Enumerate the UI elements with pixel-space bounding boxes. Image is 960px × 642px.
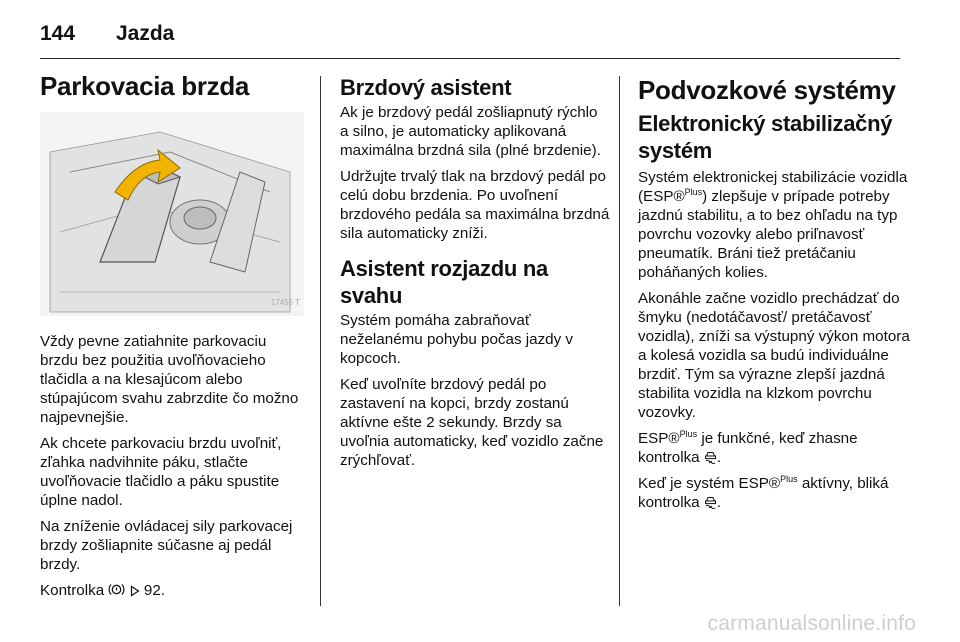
parking-brake-drawing: [40, 112, 304, 316]
paragraph: Na zníženie ovládacej sily parkovacej brzdy zošliapnite súčasne aj pedál brzdy.: [40, 518, 293, 573]
section-heading-hill-start-assist: Asistent rozjazdu na svahu: [340, 256, 548, 308]
paragraph: Keď uvoľníte brzdový pedál po zastavení na kopci, brzdy zostanú aktívne ešte 2 sekundy. Brzdy sa uvoľnia automaticky, keď vozidlo začne zrýchľovať.: [340, 376, 604, 469]
paragraph: Vždy pevne zatiahnite parkovaciu brzdu bez použitia uvoľňovacieho tlačidla a na klesajúcom alebo stúpajúcom svahu zabrzdite čo možno najpevnejšie.: [40, 333, 299, 426]
page-reference-triangle-icon: [130, 585, 140, 597]
superscript-plus: Plus: [780, 473, 798, 484]
text-fragment: Keď je systém ESP®: [638, 475, 781, 492]
paragraph: Systém pomáha zabraňovať neželanému pohybu počas jazdy v kopcoch.: [340, 312, 574, 367]
parking-brake-illustration: [40, 112, 304, 316]
page-header: [40, 16, 920, 48]
text-fragment: je funkčné, keď zhasne kontrolka: [638, 430, 858, 466]
column-divider-2: [619, 76, 620, 606]
chapter-title: Jazda: [116, 22, 175, 45]
section-heading-parking-brake: Parkovacia brzda: [40, 71, 250, 101]
paragraph: Akonáhle začne vozidlo prechádzať do šmyku (nedotáčavosť/ pretáčavosť vozidla), zníži sa výstupný výkon motora a kolesá vozidla sa budú individuálne brzdiť. Tým sa výrazne zlepší jazdná stabilita vozidla na klzkom povrchu vozovky.: [638, 290, 910, 421]
header-rule: [40, 58, 900, 59]
page-number: 144: [40, 22, 76, 45]
superscript-plus: Plus: [684, 186, 703, 197]
column-parking-brake: [40, 70, 308, 607]
text-fragment: Kontrolka: [40, 582, 105, 599]
column-brake-assist: [340, 70, 610, 477]
section-heading-chassis-systems: Podvozkové systémy: [638, 75, 896, 105]
figure-code: 17456 T: [270, 298, 300, 307]
watermark: carmanualsonline.info: [707, 612, 916, 635]
paragraph-esp-off: [638, 429, 912, 467]
paragraph: Ak je brzdový pedál zošliapnutý rýchlo a silno, je automaticky aplikovaná maximálna brzdná sila (plné brzdenie).: [340, 104, 601, 159]
page-reference-number: 92.: [143, 582, 165, 599]
paragraph: Udržujte trvalý tlak na brzdový pedál po celú dobu brzdenia. Po uvoľnení brzdového pedála sa maximálna brzdná sila automaticky zníži.: [340, 168, 610, 242]
section-heading-brake-assist: Brzdový asistent: [340, 75, 512, 100]
paragraph-esp-active: [638, 474, 912, 512]
text-fragment: aktívny, bliká kontrolka: [638, 475, 889, 511]
text-fragment: .: [716, 494, 722, 511]
superscript-plus: Plus: [679, 428, 698, 439]
text-fragment: ) zlepšuje v prípade potreby jazdnú stabilitu, a to bez ohľadu na typ povrchu vozovky alebo priľnavosť pneumatík. Bráni tiež pretáčaniu poháňaných kolies.: [638, 188, 898, 281]
paragraph: Ak chcete parkovaciu brzdu uvoľniť, zľahka nadvihnite páku, stlačte uvoľňovacie tlačidlo a páku spustite úplne nadol.: [40, 435, 282, 509]
column-divider-1: [320, 76, 321, 606]
brake-warning-icon: [108, 582, 125, 597]
text-fragment: ESP®: [638, 430, 680, 447]
text-fragment: Systém elektronickej stabilizácie vozidla (ESP®: [638, 169, 908, 205]
esp-skid-car-icon: [704, 450, 717, 464]
column-chassis-systems: [638, 70, 912, 519]
section-heading-esp: Elektronický stabilizačný systém: [638, 111, 893, 163]
text-fragment: .: [716, 449, 722, 466]
paragraph-indicator-reference: [40, 581, 308, 600]
paragraph-esp-intro: [638, 168, 912, 282]
esp-skid-car-icon: [704, 495, 717, 509]
